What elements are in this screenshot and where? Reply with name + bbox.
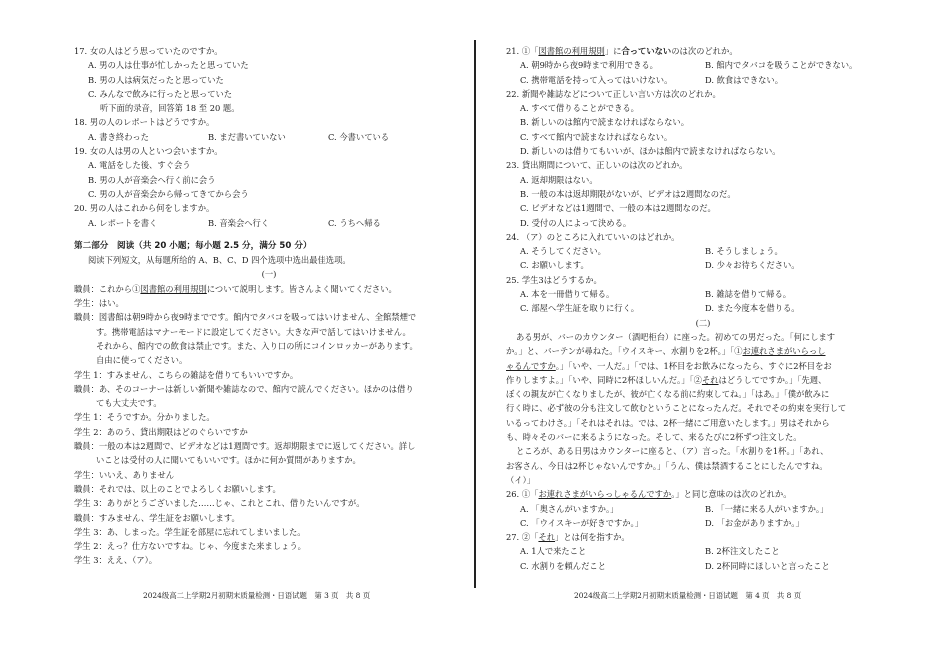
dialogue-line: 職員：これから①図書館の利用規則について説明します。皆さんよく聞いてください。 [74, 283, 397, 294]
q24-options-cd [506, 258, 900, 272]
dialogue-line: 学生 2：あのう、貸出期限はどのぐらいですか [74, 426, 248, 437]
q21-stem: 21. ①「図書館の利用規則」に合っていないのは次のどれか。 [506, 46, 738, 56]
q25-option-d: D. また今度本を借りる。 [705, 303, 800, 314]
q26-option-d: D. 「お金がありますか。」 [705, 517, 804, 528]
dialogue-line: 学生：はい。 [74, 298, 124, 309]
passage-line: か。」と、バーテンが尋ねた。「ウイスキー、水割りを2杯。」「①お連れさまがいらっし [506, 346, 826, 357]
dialogue-line: 学生 1：すみません、こちらの雑誌を借りてもいいですか。 [74, 369, 299, 380]
q22-option-d: D. 新しいのは借りてもいいが、ほかは館内で読まなければならない。 [520, 146, 781, 157]
dialogue-line: ても大丈夫です。 [96, 398, 162, 409]
q18-stem: 18. 男の人のレポートはどうですか。 [74, 117, 215, 128]
passage-line: ぼくの親友が亡くなりましたが、彼が亡くなる前に約束してね。」「はあ。」「僕が飲みに [506, 389, 830, 400]
q24-option-d: D. 少々お待ちください。 [705, 260, 800, 271]
q27-options-ab [506, 544, 900, 558]
passage-line: （イ）」 [506, 474, 536, 485]
passage-line: いるってわけさ。」「それはそれは。では、2杯一緒にご用意いたします。」男はそれから [506, 417, 830, 428]
q18-option-a: A. 書き終わった [88, 131, 149, 142]
right-column [506, 44, 900, 573]
q25-stem: 25. 学生3はどうするか。 [506, 274, 602, 285]
dialogue-line: す。携帯電話はマナーモードに設定してください。大きな声で話してはいけません。 [96, 326, 411, 337]
q26-options-cd [506, 516, 900, 530]
dialogue-line: 自由に使ってください。 [96, 355, 188, 366]
dialogue-line: 学生 3：ええ、（ア）。 [74, 555, 158, 566]
dialogue-line: 職員：すみません、学生証をお願いします。 [74, 512, 240, 523]
passage-number: (二) [695, 317, 711, 328]
passage-number: (一) [261, 269, 277, 280]
q21-option-a: A. 朝9時から夜9時まで利用できる。 [520, 60, 658, 71]
column-divider [474, 40, 476, 588]
q24-stem: 24. （ア）のところに入れていいのはどれか。 [506, 231, 680, 242]
q19-stem: 19. 女の人は男の人といつ会いますか。 [74, 146, 223, 157]
q27-option-c: C. 水割りを頼んだこと [520, 560, 606, 571]
q27-option-b: B. 2杯注文したこと [705, 546, 780, 557]
section-heading: 第二部分 阅读（共 20 小题；每小题 2.5 分，满分 50 分） [74, 240, 312, 251]
page-footer-right: 2024级高二上学期2月初期末质量检测・日语试题 第 4 页 共 8 页 [574, 591, 802, 600]
reading-instruction: 阅读下列短文，从每题所给的 A、B、C、D 四个选项中选出最佳选项。 [88, 255, 351, 266]
dialogue-line: 職員：図書館は朝9時から夜9時までです。館内でタバコを吸ってはいけません、全館禁煙で [74, 312, 417, 323]
q26-option-a: A. 「奥さんがいますか。」 [520, 503, 619, 514]
q21-options-cd [506, 73, 900, 87]
passage-line: ある男が、バーのカウンター（酒吧柜台）に座った。初めての男だった。「何にします [516, 331, 836, 342]
q27-option-a: A. 1人で来たこと [520, 546, 587, 557]
q18-option-c: C. 今書いている [328, 131, 390, 142]
passage-line: ところが、ある日男はカウンターに座ると、（ア）言った。「水割りを1杯。」「あれ、 [516, 446, 829, 457]
q20-stem: 20. 男の人はこれから何をしますか。 [74, 203, 215, 214]
dialogue-line: 学生 2：えっ？仕方ないですね。じゃ、今度また来ましょう。 [74, 541, 306, 552]
dialogue-line: 学生 3：ありがとうございました……じゃ、これとこれ、借りたいんですが。 [74, 498, 365, 509]
q27-stem: 27. ②「それ」とは何を指すか。 [506, 532, 630, 543]
q23-option-c: C. ビデオなどは1週間で、一般の本は2週間なのだ。 [520, 203, 716, 214]
q23-option-b: B. 一般の本は返却期限がないが、ビデオは2週間なのだ。 [520, 188, 736, 199]
q23-option-a: A. 返却期限はない。 [520, 174, 598, 185]
q26-options-ab [506, 502, 900, 516]
q24-options-ab [506, 244, 900, 258]
q24-option-b: B. そうしましょう。 [705, 246, 783, 257]
q20-options [74, 216, 464, 230]
q17-option-c: C. みんなで飲みに行ったと思っていた [88, 88, 233, 99]
listening-instruction: 听下面的录音，回答第 18 至 20 题。 [100, 103, 240, 114]
q24-option-a: A. そうしてください。 [520, 246, 606, 257]
q26-option-c: C. 「ウイスキーが好きですか。」 [520, 517, 644, 528]
passage-line: お客さん、今日は2杯じゃないんですか。」「うん、僕は禁酒することにしたんですね。 [506, 460, 828, 471]
dialogue-passage [74, 282, 464, 568]
q21-option-c: C. 携帯電話を持って入ってはいけない。 [520, 74, 673, 85]
q19-option-c: C. 男の人が音楽会から帰ってきてから会う [88, 188, 249, 199]
dialogue-line: 職員：一般の本は2週間で、ビデオなどは1週間です。返却期限までに返してください。詳し [74, 441, 416, 452]
q17-option-a: A. 男の人は仕事が忙しかったと思っていた [88, 60, 249, 71]
q18-option-b: B. まだ書いていない [208, 131, 286, 142]
dialogue-line: 学生 3：あ、しまった。学生証を部屋に忘れてしまいました。 [74, 526, 306, 537]
q17-stem: 17. 女の人はどう思っていたのですか。 [74, 46, 223, 56]
passage-line: 行く時に、必ず彼の分も注文して飲むということになったんだ。それでその約束を実行して [506, 403, 847, 414]
q22-option-c: C. すべて館内で読まなければならない。 [520, 131, 673, 142]
dialogue-line: 職員：あ、そのコーナーは新しい新聞や雑誌なので、館内で読んでください。ほかのは借り [74, 383, 414, 394]
q22-option-b: B. 新しいのは館内で読まなければならない。 [520, 117, 690, 128]
q25-option-b: B. 雑誌を借りて帰る。 [705, 289, 792, 300]
q17-option-b: B. 男の人は病気だったと思っていた [88, 74, 224, 85]
q24-option-c: C. お願いします。 [520, 260, 589, 271]
q22-option-a: A. すべて借りることができる。 [520, 103, 639, 114]
q25-option-a: A. 本を一冊借りて帰る。 [520, 289, 615, 300]
q25-options-cd [506, 301, 900, 315]
q22-stem: 22. 新聞や雑誌などについて正しい言い方は次のどれか。 [506, 88, 721, 99]
q27-options-cd [506, 559, 900, 573]
dialogue-line: それから、館内での飲食は禁止です。また、入り口の所にコインロッカーがあります。 [96, 340, 418, 351]
dialogue-line: 学生：いいえ、ありません [74, 469, 175, 480]
q21-option-d: D. 飲食はできない。 [705, 74, 784, 85]
passage-line: 作りしますよ。」「いや、同時に2杯ほしいんだ。」「②それはどうしてですか。」「先週、 [506, 374, 827, 385]
passage-line: も、時々そのバーに来るようになった。そして、来るたびに2杯ずつ注文した。 [506, 432, 802, 443]
q18-options [74, 130, 464, 144]
q19-option-a: A. 電話をした後、すぐ会う [88, 160, 191, 171]
q20-option-c: C. うちへ帰る [328, 217, 381, 228]
page-footer-left: 2024级高二上学期2月初期末质量检测・日语试题 第 3 页 共 8 页 [143, 591, 371, 600]
q25-options-ab [506, 287, 900, 301]
story-passage [506, 330, 900, 487]
q20-option-a: A. レポートを書く [88, 217, 158, 228]
q27-option-d: D. 2杯同時にほしいと言ったこと [705, 560, 830, 571]
q23-stem: 23. 貸出期間について、正しいのは次のどれか。 [506, 160, 688, 171]
dialogue-line: 職員：それでは、以上のことでよろしくお願いします。 [74, 483, 281, 494]
dialogue-line: 学生 1：そうですか。分かりました。 [74, 412, 215, 423]
q21-options-ab [506, 58, 900, 72]
dialogue-line: いことは受付の人に聞いてもいいです。ほかに何か質問がありますか。 [96, 455, 361, 466]
q20-option-b: B. 音楽会へ行く [208, 217, 270, 228]
q19-option-b: B. 男の人が音楽会へ行く前に会う [88, 174, 216, 185]
q21-option-b: B. 館内でタバコを吸うことができない。 [705, 60, 858, 71]
q26-stem: 26. ①「お連れさまがいらっしゃるんですか。」と同じ意味のは次のどれか。 [506, 489, 792, 500]
passage-line: ゃるんですか。」「いや、一人だ。」「では、1杯目をお飲みになったら、すぐに2杯目をお [506, 360, 832, 371]
q26-option-b: B. 「一緒に来る人がいますか。」 [705, 503, 829, 514]
q23-option-d: D. 受付の人によって決める。 [520, 217, 632, 228]
left-column [74, 44, 464, 568]
q25-option-c: C. 部屋へ学生証を取りに行く。 [520, 303, 640, 314]
